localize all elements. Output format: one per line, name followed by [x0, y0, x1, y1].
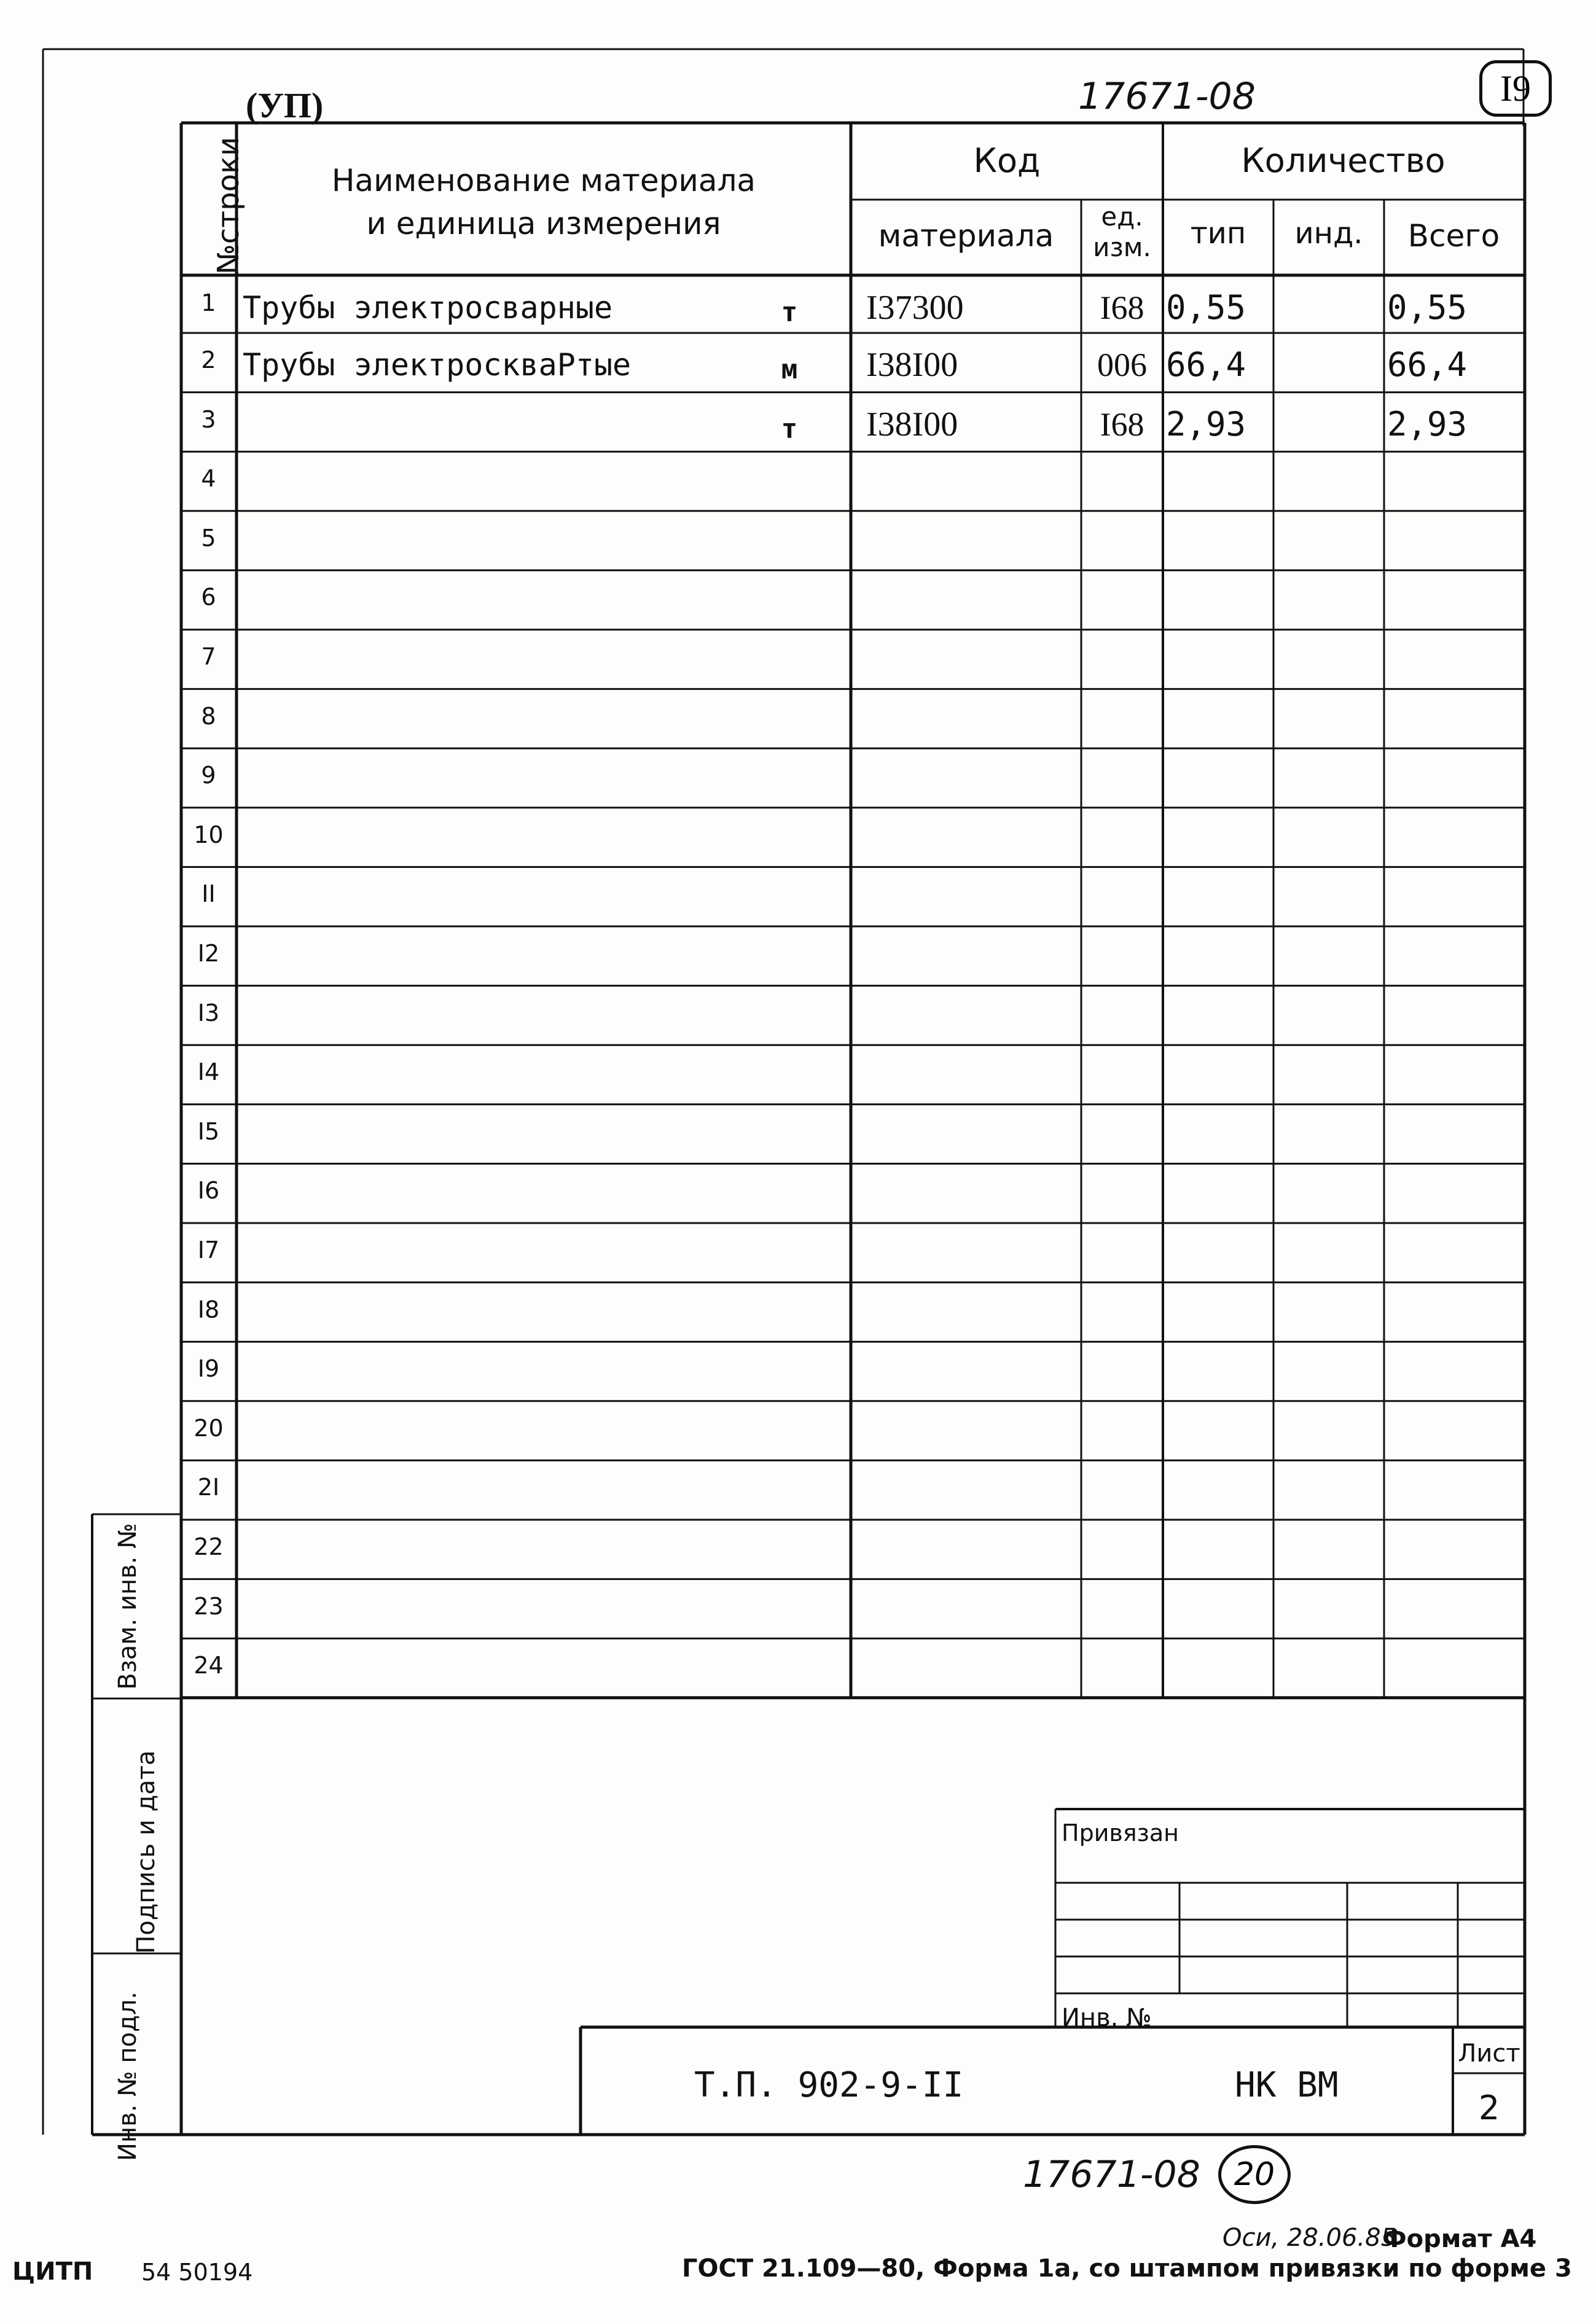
side-label-signature-date: Подпись и дата	[132, 1750, 160, 1954]
row-number: 7	[201, 643, 216, 670]
format-label: Формат А4	[1382, 2225, 1537, 2253]
table-row	[0, 393, 1596, 452]
row-material-code: I38I00	[866, 346, 958, 384]
row-number: 3	[201, 405, 216, 433]
table-row	[0, 333, 1596, 393]
table-row	[0, 1638, 1596, 1698]
stamp-inventory-label: Инв. №	[1062, 2004, 1152, 2032]
table-row	[0, 689, 1596, 749]
column-header-material-code: материала	[878, 218, 1054, 254]
sheet-number-top: I9	[1500, 68, 1531, 109]
table-row	[0, 511, 1596, 571]
stamp-sheet-number: 2	[1478, 2089, 1500, 2127]
gost-standard-note: ГОСТ 21.109—80, Форма 1а, со штампом привязки по форме 3	[682, 2254, 1572, 2283]
row-number: 2I	[197, 1474, 220, 1501]
row-material-name: Трубы электросварные	[243, 290, 613, 326]
table-row	[0, 1401, 1596, 1461]
row-number: 1	[201, 289, 216, 316]
row-total-quantity: 66,4	[1387, 345, 1468, 384]
table-row	[0, 1579, 1596, 1639]
row-material-code: I38I00	[866, 405, 958, 444]
row-material-code: I37300	[866, 289, 964, 327]
side-label-replacement-inventory: Взам. инв. №	[114, 1523, 142, 1690]
row-number: 4	[201, 465, 216, 493]
column-header-total: Всего	[1407, 218, 1500, 254]
row-number: 24	[194, 1652, 224, 1679]
table-row	[0, 1223, 1596, 1283]
handwritten-date-note: Оси, 28.06.85	[1222, 2224, 1397, 2252]
row-number: 22	[194, 1533, 224, 1560]
table-row	[0, 452, 1596, 511]
row-number: 5	[201, 524, 216, 552]
stamp-sheet-label: Лист	[1458, 2039, 1520, 2068]
column-header-unit-code-line2: изм.	[1093, 232, 1151, 262]
row-type-quantity: 66,4	[1166, 345, 1246, 384]
table-row	[0, 1342, 1596, 1401]
row-number: I6	[197, 1177, 220, 1205]
page-number-bottom: 20	[1234, 2156, 1275, 2193]
row-type-quantity: 0,55	[1166, 288, 1246, 327]
table-row	[0, 1283, 1596, 1342]
side-label-original-inventory: Инв. № подл.	[114, 1992, 142, 2161]
table-row	[0, 1520, 1596, 1579]
stamp-section-code: НК ВМ	[1235, 2065, 1339, 2105]
column-header-code: Код	[973, 141, 1041, 180]
row-number: 10	[194, 821, 224, 848]
row-total-quantity: 0,55	[1387, 288, 1468, 327]
row-number: II	[201, 880, 216, 908]
print-code: 54 50194	[141, 2259, 253, 2286]
row-number: I8	[197, 1296, 220, 1323]
table-row	[0, 867, 1596, 926]
row-number: I5	[197, 1117, 220, 1145]
stamp-bound-label: Привязан	[1062, 1820, 1179, 1847]
column-header-type: тип	[1190, 216, 1246, 251]
row-number: 6	[201, 584, 216, 611]
column-header-unit-code-line1: ед.	[1101, 201, 1143, 232]
row-unit: м	[781, 354, 798, 385]
publisher-label: ЦИТП	[12, 2258, 93, 2286]
form-mark: (УП)	[246, 85, 324, 125]
row-type-quantity: 2,93	[1166, 404, 1246, 444]
table-row	[0, 926, 1596, 986]
row-number: I7	[197, 1237, 220, 1264]
row-number: 20	[194, 1414, 224, 1442]
row-unit-code: 006	[1097, 346, 1147, 383]
table-row	[0, 1460, 1596, 1520]
table-row	[0, 278, 1596, 333]
table-row	[0, 986, 1596, 1046]
row-number: 8	[201, 702, 216, 730]
row-unit-code: I68	[1100, 405, 1144, 443]
row-number: 2	[201, 346, 216, 373]
table-row	[0, 570, 1596, 630]
row-material-name: Трубы электроскваРтые	[243, 347, 632, 383]
sheet-number-circle-top	[1479, 60, 1552, 117]
column-header-name-line2: и единица измерения	[366, 206, 721, 241]
row-number: 9	[201, 762, 216, 789]
table-row	[0, 630, 1596, 689]
row-unit: т	[781, 413, 798, 445]
column-header-individual: инд.	[1294, 216, 1363, 251]
stamp-project-code: Т.П. 902-9-II	[694, 2065, 964, 2105]
row-unit-code: I68	[1100, 289, 1144, 326]
column-header-row-number: №строки	[211, 136, 246, 275]
row-number: I9	[197, 1355, 220, 1383]
table-row	[0, 1045, 1596, 1104]
row-number: 23	[194, 1592, 224, 1620]
row-unit: т	[781, 297, 798, 328]
document-number-bottom: 17671-08	[1023, 2153, 1200, 2196]
column-header-quantity: Количество	[1241, 141, 1445, 180]
row-total-quantity: 2,93	[1387, 404, 1468, 444]
table-row	[0, 748, 1596, 808]
table-row	[0, 1163, 1596, 1223]
table-row	[0, 1104, 1596, 1164]
row-number: I2	[197, 940, 220, 967]
column-header-name-line1: Наименование материала	[331, 163, 756, 198]
table-row	[0, 808, 1596, 867]
page-number-circle-bottom	[1218, 2145, 1291, 2204]
document-number-top: 17671-08	[1078, 75, 1256, 118]
row-number: I3	[197, 999, 220, 1026]
row-number: I4	[197, 1058, 220, 1086]
